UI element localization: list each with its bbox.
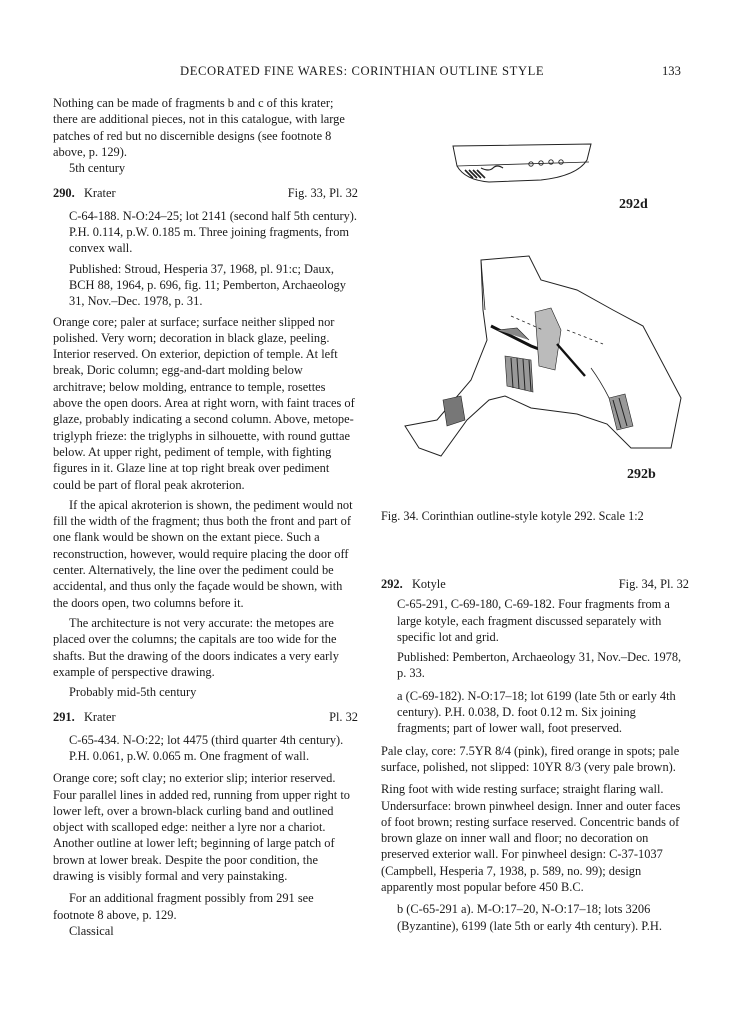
right-column <box>381 576 689 934</box>
left-column <box>53 95 358 939</box>
entry-290-date: Probably mid-5th century <box>69 685 197 700</box>
figure-caption: Fig. 34. Corinthian outline-style kotyle 292. Scale 1:2 <box>381 509 644 523</box>
figure-label-292b: 292b <box>627 467 656 482</box>
entry-292-published: Published: Pemberton, Archaeology 31, Nov.–Dec. 1978, p. 33. <box>397 650 682 681</box>
entry-291-spec: C-65-434. N-O:22; lot 4475 (third quarter 4th century). P.H. 0.061, p.W. 0.065 m. One fragment of wall. <box>69 732 344 763</box>
entry-291-heading <box>53 709 358 725</box>
fragment-292b-drawing <box>405 256 681 456</box>
entry-291-description: Orange core; soft clay; no exterior slip; interior reserved. Four parallel lines in added red, running from upper right to lower left, over a brown-black curling band and outlined object with scalloped edge: neither a lyre nor a chariot. Another outline at lower left; beginning of large patch of brown at lower break. Despite the poor condition, the drawing is visibly formal and very painstaking. <box>53 771 350 884</box>
entry-290-published: Published: Stroud, Hesperia 37, 1968, pl. 91:c; Daux, BCH 88, 1964, p. 696, fig. 11; Pemberton, Archaeology 31, Nov.–Dec. 1978, p. 31. <box>69 261 346 309</box>
entry-292a-spec: a (C-69-182). N-O:17–18; lot 6199 (late 5th or early 4th century). P.H. 0.038, D. foot 0.12 m. Six joining fragments; part of lower wall, foot preserved. <box>397 688 676 736</box>
entry-290-number: 290. <box>53 186 75 201</box>
entry-290-ref: Fig. 33, Pl. 32 <box>287 186 358 201</box>
entry-290-description: Orange core; paler at surface; surface neither slipped nor polished. Very worn; decoration in black glaze, peeling. Interior reserved. On exterior, depiction of temple. At left break, Doric column; egg-and-dart molding below architrave; below molding, entrance to temple, rosettes above the open doors. Area at right worn, with faint traces of glaze, probably indicating a second column. Above, metope-triglyph frieze: the triglyphs in silhouette, with round guttae below. At upper right, pediment of temple, with fighting figures in it. Glaze line at top right break over pediment could be part of floral peak akroterion. <box>53 314 355 492</box>
entry-291-number: 291. <box>53 710 75 725</box>
figure-34 <box>381 130 689 530</box>
entry-292-heading <box>381 576 689 592</box>
page-number: 133 <box>662 64 681 78</box>
entry-292a-description: Ring foot with wide resting surface; straight flaring wall. Undersurface: brown pinwheel design. Inner and outer faces of foot brown; resting surface reserved. Concentric bands of brown glaze on inner wall and floor; no decoration on preserved exterior wall. For pinwheel design: C-37-1037 (Campbell, Hesperia 7, 1938, p. 589, no. 99); design apparently most popular before 450 B.C. <box>381 782 681 895</box>
kotyle-fragment-drawings <box>381 130 689 510</box>
entry-292b-spec: b (C-65-291 a). M-O:17–20, N-O:17–18; lots 3206 (Byzantine), 6199 (late 5th or early 4th century). P.H. <box>397 902 662 933</box>
entry-292-ref: Fig. 34, Pl. 32 <box>618 577 689 591</box>
entry-290-paragraph-3: The architecture is not very accurate: the metopes are placed over the columns; the capitals are too wide for the shafts. But the drawing of the doors indicates a very early example of perspective drawing. <box>53 615 339 679</box>
entry-290-heading <box>53 185 358 201</box>
entry-290-spec: C-64-188. N-O:24–25; lot 2141 (second half 5th century). P.H. 0.114, p.W. 0.185 m. Three joining fragments, from convex wall. <box>69 208 358 256</box>
entry-291-paragraph-2: For an additional fragment possibly from 291 see footnote 8 above, p. 129. <box>53 891 314 922</box>
entry-292-number: 292. <box>381 577 403 591</box>
entry-292-spec: C-65-291, C-69-180, C-69-182. Four fragments from a large kotyle, each fragment discussed separately with specific lot and grid. <box>397 597 670 644</box>
entry-291-date: Classical <box>69 923 114 938</box>
entry-290-paragraph-2: If the apical akroterion is shown, the pediment would not fill the width of the fragment; thus both the front and part of one flank would be shown on the extant piece. Such a reconstruction, however, would require placing the door off center. Alternatively, the line over the pediment could be accidental, and thus only the façade would be shown, with the doors open, two columns before it. <box>53 497 353 610</box>
entry-292a-clay: Pale clay, core: 7.5YR 8/4 (pink), fired orange in spots; pale surface, polished, not slipped: 10YR 8/3 (very pale brown). <box>381 743 680 774</box>
intro-date: 5th century <box>69 161 126 176</box>
running-head: DECORATED FINE WARES: CORINTHIAN OUTLINE STYLE <box>180 64 545 78</box>
entry-290-title: Krater <box>83 186 116 201</box>
intro-paragraph: Nothing can be made of fragments b and c of this krater; there are additional pieces, not in this catalogue, with large patches of red but no discernible designs (see footnote 8 above, p. 129). <box>53 96 345 159</box>
entry-291-ref: Pl. 32 <box>329 710 358 725</box>
figure-label-292d: 292d <box>619 197 648 212</box>
entry-292-title: Kotyle <box>411 577 446 591</box>
fragment-292d-drawing <box>453 144 591 182</box>
entry-291-title: Krater <box>83 710 116 725</box>
